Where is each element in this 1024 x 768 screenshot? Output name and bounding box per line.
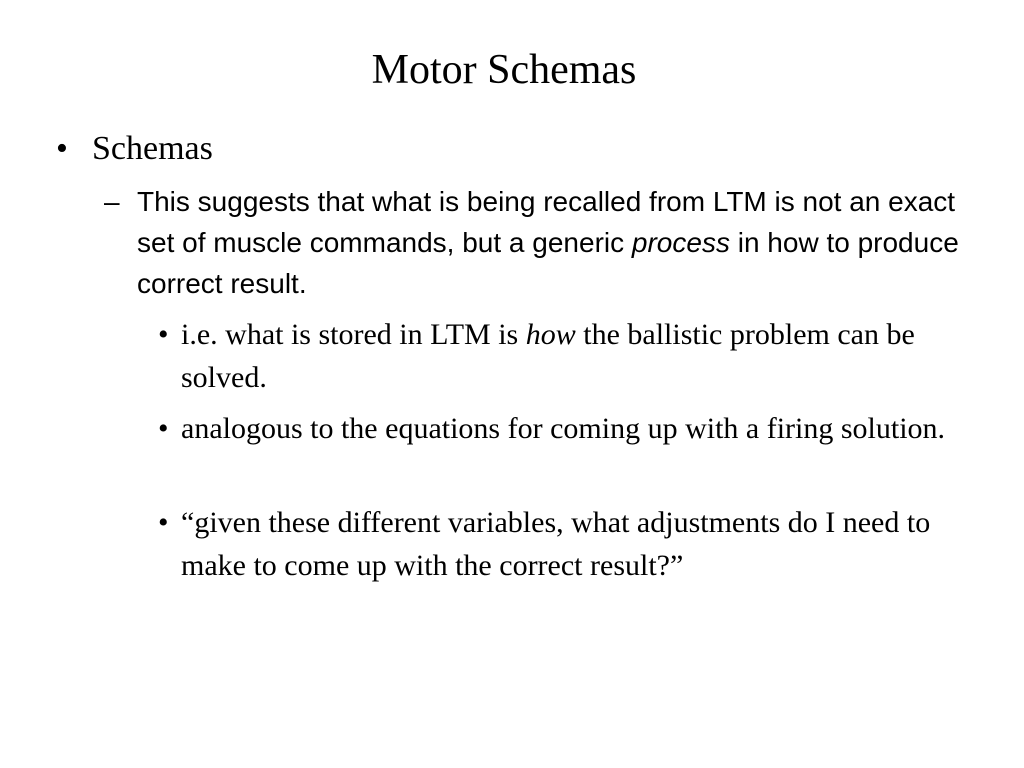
emphasis-text: how: [525, 318, 576, 351]
bullet-text: [181, 313, 968, 399]
bullet-level3-analogous: [158, 407, 968, 450]
text-part: the ballistic problem can be solved.: [181, 318, 915, 394]
bullet-text: analogous to the equations for coming up with a firing solution.: [181, 412, 946, 445]
bullet-marker: •: [158, 412, 169, 445]
bullet-text: “given these different variables, what adjustments do I need to make to come up with the correct result?”: [181, 506, 931, 582]
emphasis-text: process: [631, 227, 730, 258]
bullet-level3-ltm: [158, 313, 968, 399]
slide-title: Motor Schemas: [371, 47, 637, 93]
bullet-level3-question: [158, 501, 968, 587]
bullet-text: Schemas: [92, 130, 213, 167]
bullet-text: [137, 181, 964, 304]
text-part: This suggests that what is being recalled from LTM is not an exact set of muscle commands, but a generic: [137, 186, 956, 258]
text-part: i.e. what is stored in LTM is: [181, 318, 526, 351]
bullet-level2-recall: [104, 181, 964, 304]
bullet-marker: •: [158, 318, 169, 351]
bullet-marker: •: [158, 506, 169, 539]
dash-marker: –: [104, 186, 120, 217]
text-part: in how to produce correct result.: [137, 227, 959, 299]
bullet-marker: •: [56, 130, 68, 167]
